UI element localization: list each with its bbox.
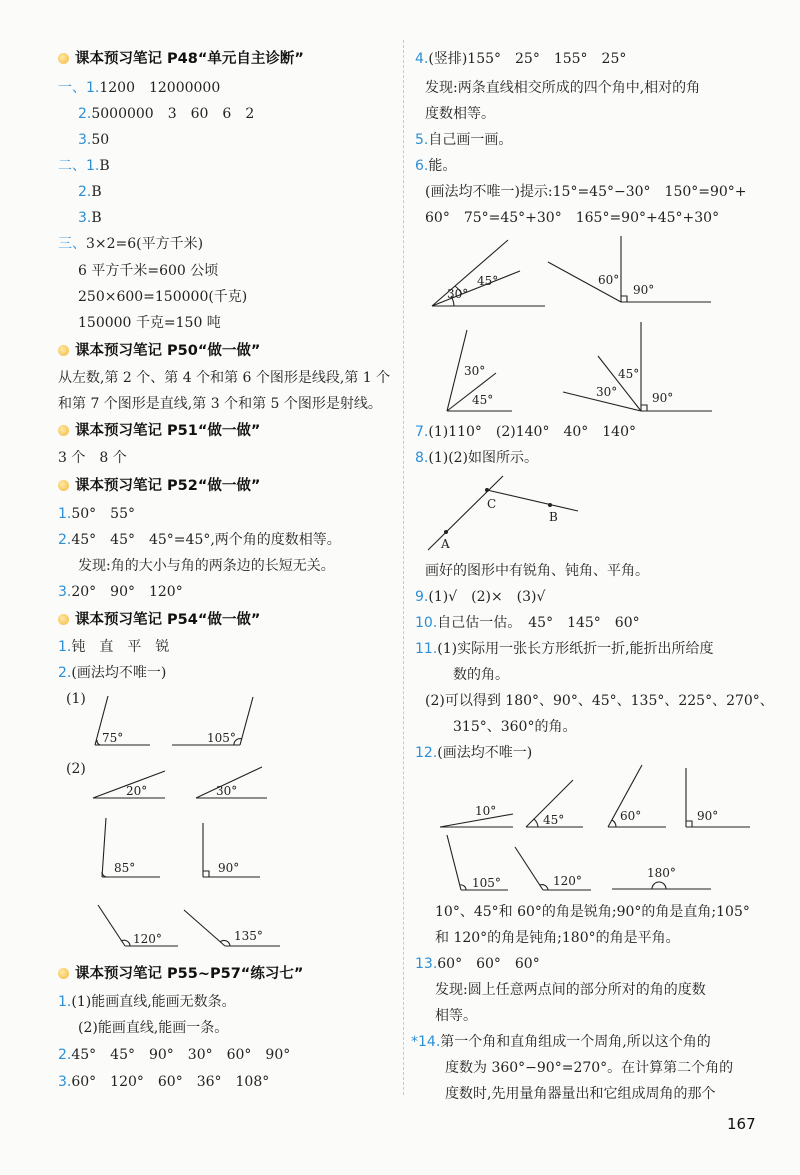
q12-label-10: 10° bbox=[475, 804, 497, 818]
answer-6-hint: (画法均不唯一)提示:15°=45°−30° 150°=90°+ bbox=[425, 184, 747, 200]
answer-11-2-cont: 315°、360°的角。 bbox=[453, 719, 577, 735]
point-B: B bbox=[549, 510, 558, 524]
part-number: 三、 bbox=[58, 236, 86, 252]
answer-text: (1)(2)如图所示。 bbox=[428, 450, 539, 466]
item-number: 12. bbox=[415, 745, 438, 761]
label-90-c: 90° bbox=[652, 391, 674, 405]
angle-label-120: 120° bbox=[133, 932, 162, 946]
item-number: 3. bbox=[78, 132, 92, 148]
q6-figure-15 bbox=[447, 330, 512, 411]
label-30-c: 30° bbox=[596, 385, 618, 399]
answer-text: B bbox=[91, 210, 102, 226]
item-number: 8. bbox=[415, 450, 429, 466]
angle-label-75: 75° bbox=[102, 731, 124, 745]
page-number: 167 bbox=[727, 1115, 756, 1133]
answer-14-cont-2: 度数时,先用量角器量出和它组成周角的那个 bbox=[445, 1086, 716, 1102]
p50-line-2: 和第 7 个图形是直线,第 3 个和第 5 个图形是射线。 bbox=[58, 396, 382, 412]
item-number: 3. bbox=[78, 210, 92, 226]
answer-text: (1)实际用一张长方形纸折一折,能折出所给度 bbox=[437, 641, 714, 657]
p52-finding: 发现:角的大小与角的两条边的长短无关。 bbox=[78, 558, 335, 574]
item-number: 2. bbox=[58, 532, 72, 548]
heading-text: 课本预习笔记 P48“单元自主诊断” bbox=[75, 51, 304, 67]
label-30: 30° bbox=[447, 287, 469, 301]
label-60: 60° bbox=[598, 273, 620, 287]
item-number: 2. bbox=[78, 106, 92, 122]
q12-figures bbox=[440, 765, 750, 890]
p54-sub-1: (1) bbox=[66, 691, 86, 707]
item-number: 4. bbox=[415, 51, 429, 67]
answer-text: 自己画一画。 bbox=[428, 132, 513, 148]
item-number: 2. bbox=[78, 184, 92, 200]
q12-label-45: 45° bbox=[543, 813, 565, 827]
angle-label-20: 20° bbox=[126, 784, 148, 798]
item-number: 9. bbox=[415, 589, 429, 605]
part-number: 二、 bbox=[58, 158, 86, 174]
p51-line-1: 3 个 8 个 bbox=[58, 450, 127, 466]
q6-figure-150 bbox=[548, 236, 711, 302]
label-30-b: 30° bbox=[464, 364, 486, 378]
answer-text: (1)√ (2)× (3)√ bbox=[428, 589, 546, 605]
answer-text: 45° 45° 45°=45°,两个角的度数相等。 bbox=[71, 532, 341, 548]
answer-3-4: 150000 千克=150 吨 bbox=[78, 315, 221, 331]
item-number: 7. bbox=[415, 424, 429, 440]
answer-3-2: 6 平方千米=600 公顷 bbox=[78, 263, 219, 279]
item-number: 1. bbox=[58, 506, 72, 522]
answer-text: 1200 12000000 bbox=[99, 80, 221, 96]
ex7-answer-1b: (2)能画直线,能画一条。 bbox=[78, 1020, 229, 1036]
item-number: 13. bbox=[415, 956, 438, 972]
q12-label-105: 105° bbox=[472, 876, 501, 890]
angle-label-30: 30° bbox=[216, 784, 238, 798]
heading-text: 课本预习笔记 P50“做一做” bbox=[75, 343, 261, 359]
item-number: 1. bbox=[86, 80, 100, 96]
q8-figure bbox=[428, 476, 578, 551]
answer-text: 60° 120° 60° 36° 108° bbox=[71, 1074, 270, 1090]
p54-sub-2: (2) bbox=[66, 761, 86, 777]
angle-90-q12 bbox=[686, 768, 750, 827]
q6-figure-75 bbox=[432, 240, 545, 306]
point-C: C bbox=[487, 497, 497, 511]
answer-text: (1)110° (2)140° 40° 140° bbox=[428, 424, 637, 440]
label-45-b: 45° bbox=[472, 393, 494, 407]
answer-12-summary-cont: 和 120°的角是钝角;180°的角是平角。 bbox=[435, 930, 680, 946]
angle-label-85: 85° bbox=[114, 861, 136, 875]
answer-11-cont: 数的角。 bbox=[453, 667, 509, 683]
angle-105-q12 bbox=[447, 835, 508, 890]
answer-13-finding: 发现:圆上任意两点间的部分所对的角的度数 bbox=[435, 982, 706, 998]
answer-text: 45° 45° 90° 30° 60° 90° bbox=[71, 1047, 291, 1063]
angle-45 bbox=[526, 780, 583, 827]
answer-text: 5000000 3 60 6 2 bbox=[91, 106, 255, 122]
heading-text: 课本预习笔记 P55~P57“练习七” bbox=[75, 966, 304, 982]
label-45: 45° bbox=[477, 274, 499, 288]
answer-text: 钝 直 平 锐 bbox=[71, 639, 170, 655]
answer-text: (画法均不唯一) bbox=[71, 665, 167, 681]
heading-text: 课本预习笔记 P54“做一做” bbox=[75, 612, 261, 628]
p50-line-1: 从左数,第 2 个、第 4 个和第 6 个图形是线段,第 1 个 bbox=[58, 370, 391, 386]
q6-figure-165 bbox=[563, 322, 712, 411]
angle-60 bbox=[608, 765, 666, 827]
q12-label-60: 60° bbox=[620, 809, 642, 823]
answer-13-finding-cont: 相等。 bbox=[435, 1008, 477, 1024]
answer-text: 3×2=6(平方千米) bbox=[86, 236, 204, 252]
answer-text: (竖排)155° 25° 155° 25° bbox=[428, 51, 627, 67]
label-90: 90° bbox=[633, 283, 655, 297]
item-number: 6. bbox=[415, 158, 429, 174]
answer-text: B bbox=[99, 158, 110, 174]
angle-label-135: 135° bbox=[234, 929, 263, 943]
answer-text: 自己估一估。 45° 145° 60° bbox=[437, 615, 640, 631]
angle-label-90: 90° bbox=[218, 861, 240, 875]
item-number: 1. bbox=[58, 639, 72, 655]
item-number: 10. bbox=[415, 615, 438, 631]
answer-text: 50 bbox=[91, 132, 110, 148]
answer-text: 20° 90° 120° bbox=[71, 584, 183, 600]
heading-text: 课本预习笔记 P52“做一做” bbox=[75, 478, 261, 494]
q12-label-90: 90° bbox=[697, 809, 719, 823]
answer-8-note: 画好的图形中有锐角、钝角、平角。 bbox=[425, 563, 649, 579]
part-number: 一、 bbox=[58, 80, 86, 96]
angle-120-q12 bbox=[515, 847, 591, 890]
item-number: 2. bbox=[58, 1047, 72, 1063]
angle-180 bbox=[612, 866, 711, 889]
point-A: A bbox=[441, 537, 450, 551]
answer-text: 第一个角和直角组成一个周角,所以这个角的 bbox=[440, 1034, 711, 1050]
answer-text: (1)能画直线,能画无数条。 bbox=[71, 994, 236, 1010]
answer-4-finding-cont: 度数相等。 bbox=[425, 106, 495, 122]
answer-4-finding: 发现:两条直线相交所成的四个角中,相对的角 bbox=[425, 80, 701, 96]
answer-text: 60° 60° 60° bbox=[437, 956, 540, 972]
answer-text: 50° 55° bbox=[71, 506, 135, 522]
answer-text: B bbox=[91, 184, 102, 200]
angle-10 bbox=[440, 804, 513, 827]
label-45-c: 45° bbox=[618, 367, 640, 381]
q12-label-120: 120° bbox=[553, 874, 582, 888]
q12-label-180: 180° bbox=[647, 866, 676, 880]
answer-text: 能。 bbox=[428, 158, 457, 174]
answer-14-cont-1: 度数为 360°−90°=270°。在计算第二个角的 bbox=[445, 1060, 734, 1076]
item-number: 3. bbox=[58, 584, 72, 600]
heading-text: 课本预习笔记 P51“做一做” bbox=[75, 423, 261, 439]
item-number: *14. bbox=[411, 1034, 441, 1050]
answer-3-3: 250×600=150000(千克) bbox=[78, 289, 248, 305]
answer-12-summary: 10°、45°和 60°的角是锐角;90°的角是直角;105° bbox=[435, 904, 750, 920]
angle-label-105: 105° bbox=[207, 731, 236, 745]
item-number: 1. bbox=[58, 994, 72, 1010]
item-number: 11. bbox=[415, 641, 438, 657]
item-number: 3. bbox=[58, 1074, 72, 1090]
answer-6-hint-cont: 60° 75°=45°+30° 165°=90°+45°+30° bbox=[425, 210, 720, 226]
answer-text: (画法均不唯一) bbox=[437, 745, 533, 761]
item-number: 2. bbox=[58, 665, 72, 681]
item-number: 1. bbox=[86, 158, 100, 174]
answer-11-2: (2)可以得到 180°、90°、45°、135°、225°、270°、 bbox=[425, 693, 774, 709]
item-number: 5. bbox=[415, 132, 429, 148]
